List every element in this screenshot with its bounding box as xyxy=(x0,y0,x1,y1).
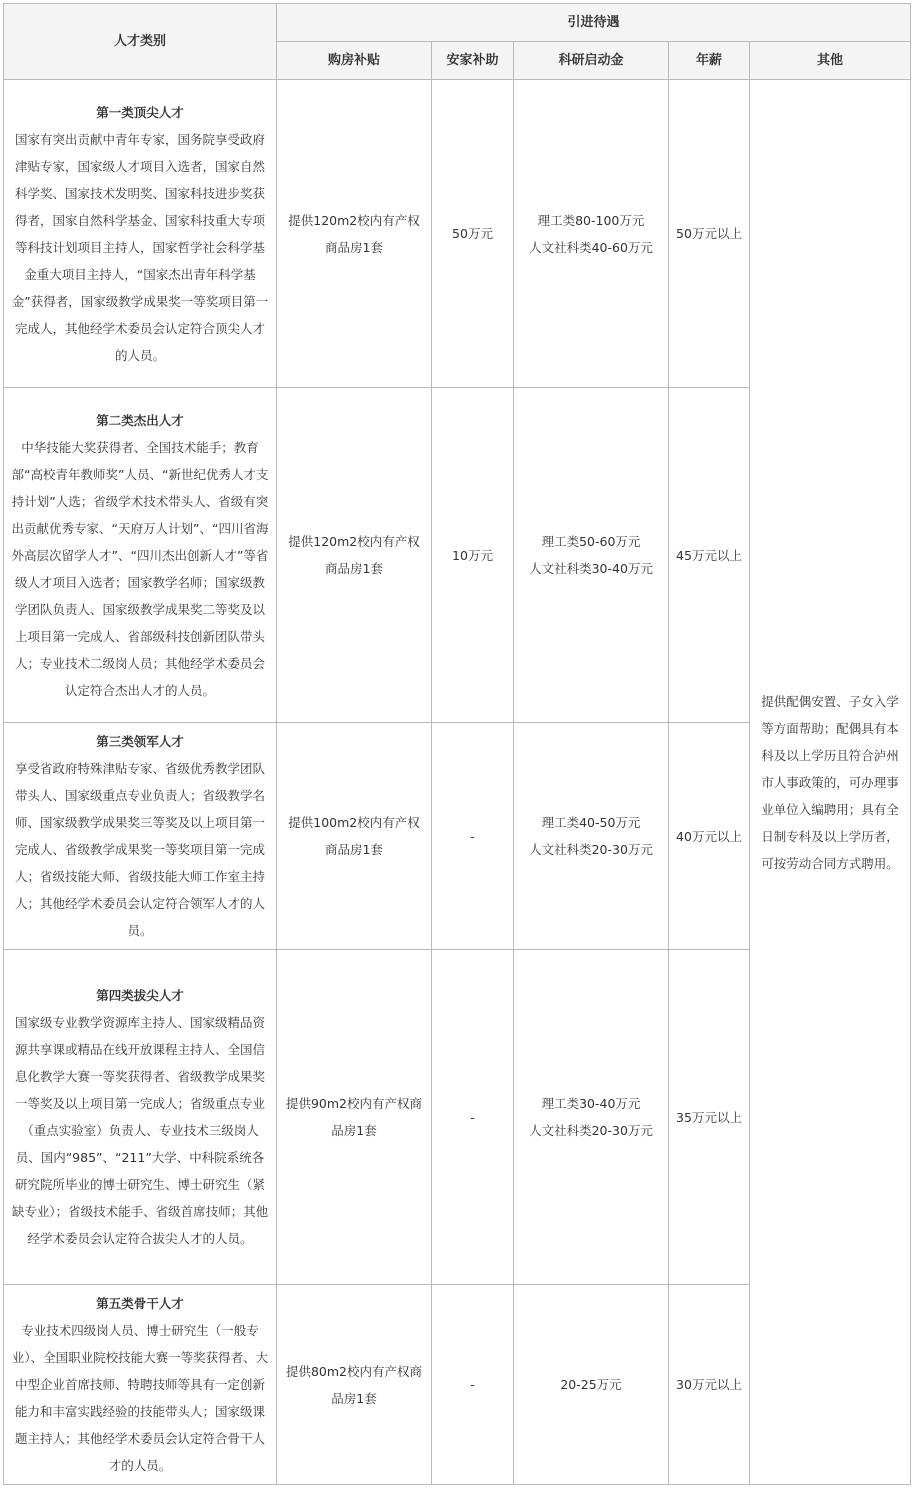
category-desc: 专业技术四级岗人员、博士研究生（一般专业）、全国职业院校技能大赛一等奖获得者、大中型企业首席技师、特聘技师等具有一定创新能力和丰富实践经验的技能带头人；国家级课题主持人；其他经学术委员会认定符合骨干人才的人员。 xyxy=(11,1323,269,1473)
research-cell xyxy=(514,388,669,723)
header-salary: 年薪 xyxy=(669,42,750,80)
header-treatment: 引进待遇 xyxy=(277,4,911,42)
category-title: 第一类顶尖人才 xyxy=(96,104,184,120)
salary-cell: 45万元以上 xyxy=(669,388,750,723)
other-cell: 提供配偶安置、子女入学等方面帮助；配偶具有本科及以上学历且符合泸州市人事政策的，可办理事业单位入编聘用；具有全日制专科及以上学历者，可按劳动合同方式聘用。 xyxy=(750,80,911,1485)
research-cell xyxy=(514,80,669,388)
housing-cell: 提供120m2校内有产权商品房1套 xyxy=(277,388,432,723)
table-row xyxy=(4,80,911,388)
category-desc: 享受省政府特殊津贴专家、省级优秀教学团队带头人、国家级重点专业负责人；省级教学名师、国家级教学成果奖三等奖及以上项目第一完成人、省级教学成果奖一等奖项目第一完成人；省级技能大师、省级技能大师工作室主持人；其他经学术委员会认定符合领军人才的人员。 xyxy=(14,761,265,938)
category-title: 第二类杰出人才 xyxy=(96,412,184,428)
settling-cell: 50万元 xyxy=(432,80,514,388)
category-cell xyxy=(4,1285,277,1485)
category-desc: 国家有突出贡献中青年专家，国务院享受政府津贴专家，国家级人才项目入选者，国家自然科学奖、国家技术发明奖、国家科技进步奖获得者，国家自然科学基金、国家科技重大专项等科技计划项目主持人，国家哲学社会科学基金重大项目主持人，“国家杰出青年科学基金”获得者，国家级教学成果奖一等奖项目第一完成人，其他经学术委员会认定符合顶尖人才的人员。 xyxy=(11,131,269,363)
research-line-1: 理工类50-60万元 xyxy=(541,534,641,549)
header-housing: 购房补贴 xyxy=(277,42,432,80)
category-desc: 国家级专业教学资源库主持人、国家级精品资源共享课或精品在线开放课程主持人、全国信息化教学大赛一等奖获得者、省级教学成果奖一等奖及以上项目第一完成人；省级重点专业（重点实验室）负责人、专业技术三级岗人员、国内“985”、“211”大学、中科院系统各研究院所毕业的博士研究生、博士研究生（紧缺专业）；省级技术能手、省级首席技师；其他经学术委员会认定符合拔尖人才的人员。 xyxy=(11,1015,269,1246)
housing-cell: 提供100m2校内有产权商品房1套 xyxy=(277,723,432,950)
research-cell xyxy=(514,1285,669,1485)
research-cell xyxy=(514,723,669,950)
salary-cell: 35万元以上 xyxy=(669,950,750,1285)
housing-cell: 提供90m2校内有产权商品房1套 xyxy=(277,950,432,1285)
research-line-1: 20-25万元 xyxy=(560,1377,622,1392)
research-line-1: 理工类80-100万元 xyxy=(537,212,645,228)
category-cell xyxy=(4,388,277,723)
research-line-2: 人文社科类20-30万元 xyxy=(529,1123,653,1138)
category-title: 第五类骨干人才 xyxy=(96,1296,184,1311)
research-cell xyxy=(514,950,669,1285)
header-category: 人才类别 xyxy=(4,4,277,80)
category-cell xyxy=(4,80,277,388)
salary-cell: 30万元以上 xyxy=(669,1285,750,1485)
research-line-2: 人文社科类40-60万元 xyxy=(529,239,653,255)
research-line-2: 人文社科类20-30万元 xyxy=(529,842,653,857)
header-research: 科研启动金 xyxy=(514,42,669,80)
salary-cell: 50万元以上 xyxy=(669,80,750,388)
salary-cell: 40万元以上 xyxy=(669,723,750,950)
settling-cell: - xyxy=(432,950,514,1285)
header-settling: 安家补助 xyxy=(432,42,514,80)
settling-cell: - xyxy=(432,1285,514,1485)
settling-cell: - xyxy=(432,723,514,950)
category-cell xyxy=(4,723,277,950)
header-other: 其他 xyxy=(750,42,911,80)
housing-cell: 提供120m2校内有产权商品房1套 xyxy=(277,80,432,388)
settling-cell: 10万元 xyxy=(432,388,514,723)
category-title: 第四类拔尖人才 xyxy=(96,988,184,1003)
talent-treatment-table xyxy=(3,3,911,1485)
research-line-1: 理工类30-40万元 xyxy=(541,1096,641,1111)
research-line-1: 理工类40-50万元 xyxy=(541,815,641,830)
housing-cell: 提供80m2校内有产权商品房1套 xyxy=(277,1285,432,1485)
research-line-2: 人文社科类30-40万元 xyxy=(529,561,653,576)
category-title: 第三类领军人才 xyxy=(96,734,184,749)
category-cell xyxy=(4,950,277,1285)
category-desc: 中华技能大奖获得者、全国技术能手；教育部“高校青年教师奖”人员、“新世纪优秀人才支持计划”人选；省级学术技术带头人、省级有突出贡献优秀专家、“天府万人计划”、“四川省海外高层次留学人才”、“四川杰出创新人才”等省级人才项目入选者；国家教学名师；国家级教学团队负责人、国家级教学成果奖二等奖及以上项目第一完成人、省部级科技创新团队带头人；专业技术二级岗人员；其他经学术委员会认定符合杰出人才的人员。 xyxy=(11,439,269,698)
